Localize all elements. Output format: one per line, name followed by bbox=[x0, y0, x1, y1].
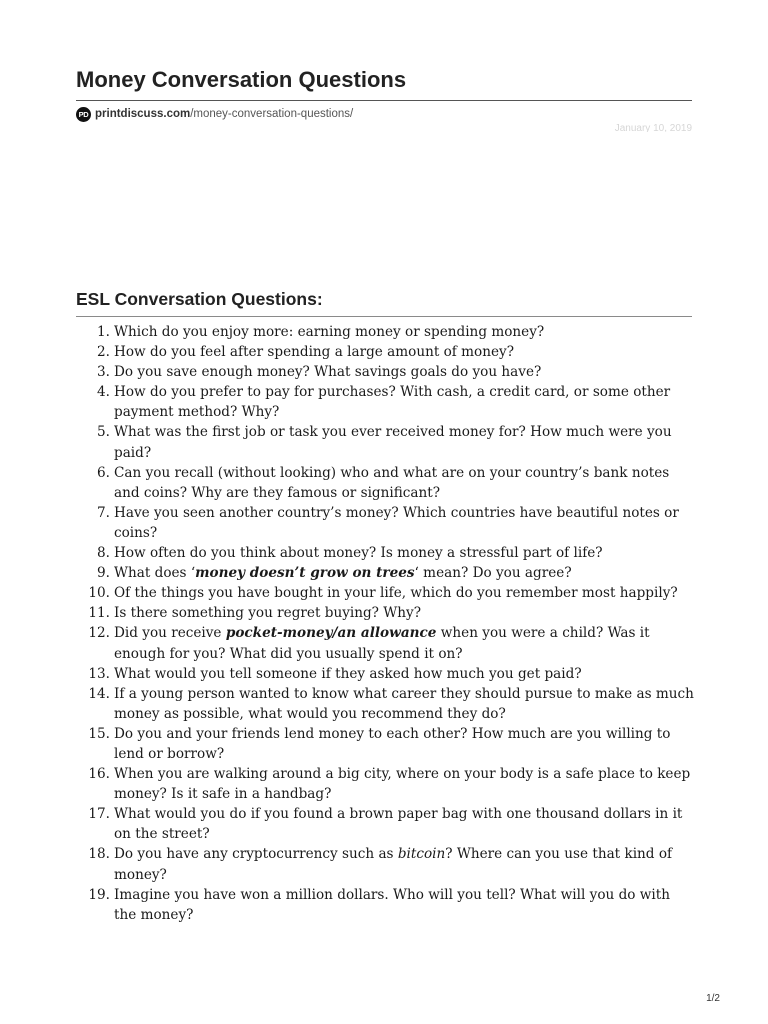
question-text bbox=[114, 686, 694, 722]
source-path[interactable]: /money-conversation-questions/ bbox=[190, 108, 354, 120]
question-text-segment: Did you receive bbox=[114, 625, 226, 642]
section-heading: ESL Conversation Questions: bbox=[76, 289, 323, 309]
printdiscuss-logo-icon: PD bbox=[76, 107, 91, 122]
question-text bbox=[114, 344, 514, 360]
question-text bbox=[114, 324, 544, 340]
page-number: 1/2 bbox=[706, 993, 720, 1004]
question-number: 11. bbox=[88, 605, 110, 622]
question-list bbox=[76, 322, 696, 925]
question-text bbox=[114, 565, 572, 581]
question-number: 16. bbox=[88, 766, 110, 783]
question-text bbox=[114, 887, 670, 923]
question-item bbox=[76, 885, 696, 925]
source-link[interactable] bbox=[76, 105, 353, 123]
title-divider bbox=[76, 100, 692, 101]
question-number: 5. bbox=[97, 424, 110, 441]
question-item bbox=[76, 463, 696, 503]
question-number: 7. bbox=[97, 504, 110, 521]
question-item bbox=[76, 664, 696, 684]
question-item bbox=[76, 724, 696, 764]
question-text-segment: What would you do if you found a brown paper bag with one thousand dollars in it on the street? bbox=[114, 806, 683, 843]
question-number: 12. bbox=[88, 625, 110, 642]
question-item bbox=[76, 844, 696, 884]
question-text-segment: What was the first job or task you ever received money for? How much were you paid? bbox=[114, 424, 672, 461]
question-text-segment: Do you have any cryptocurrency such as bbox=[114, 846, 398, 863]
question-text bbox=[114, 625, 650, 661]
question-item bbox=[76, 382, 696, 422]
question-number: 8. bbox=[97, 545, 110, 562]
question-item bbox=[76, 623, 696, 663]
question-text bbox=[114, 364, 541, 380]
question-text bbox=[114, 505, 679, 541]
question-item bbox=[76, 342, 696, 362]
emphasized-phrase: pocket-money/an allowance bbox=[225, 625, 437, 642]
question-number: 6. bbox=[97, 464, 110, 481]
question-text bbox=[114, 605, 421, 621]
question-item bbox=[76, 362, 696, 382]
question-text-segment: when you were a child? Was it enough for you? What did you usually spend it on? bbox=[114, 625, 650, 662]
question-number: 1. bbox=[97, 324, 110, 340]
question-text bbox=[114, 424, 672, 460]
faded-date: January 10, 2019 bbox=[614, 124, 692, 132]
question-item bbox=[76, 322, 696, 342]
question-text-segment: Can you recall (without looking) who and what are on your country’s bank notes and coins? Why are they famous or significant? bbox=[114, 464, 670, 501]
question-text-segment: Do you save enough money? What savings goals do you have? bbox=[114, 364, 542, 381]
question-item bbox=[76, 804, 696, 844]
question-text bbox=[114, 666, 582, 682]
question-number: 18. bbox=[88, 846, 110, 863]
question-text-segment: ? Where can you use that kind of money? bbox=[114, 846, 673, 883]
question-item bbox=[76, 563, 696, 583]
question-number: 19. bbox=[88, 886, 110, 903]
source-domain[interactable]: printdiscuss.com bbox=[95, 108, 191, 120]
question-text-segment: Which do you enjoy more: earning money or spending money? bbox=[114, 324, 545, 340]
question-text-segment: Imagine you have won a million dollars. Who will you tell? What will you do with the money? bbox=[114, 886, 670, 923]
question-text-segment: Have you seen another country’s money? Which countries have beautiful notes or coins? bbox=[114, 504, 679, 541]
question-number: 2. bbox=[97, 344, 110, 361]
question-item bbox=[76, 422, 696, 462]
question-item bbox=[76, 543, 696, 563]
question-item bbox=[76, 503, 696, 543]
question-text bbox=[114, 806, 682, 842]
question-text bbox=[114, 465, 669, 501]
question-number: 4. bbox=[97, 384, 110, 401]
question-text bbox=[114, 766, 690, 802]
question-number: 9. bbox=[97, 565, 110, 582]
question-text bbox=[114, 585, 678, 601]
question-text-segment: When you are walking around a big city, where on your body is a safe place to keep money? Is it safe in a handbag? bbox=[114, 766, 691, 803]
question-text-segment: ‘ mean? Do you agree? bbox=[414, 565, 572, 582]
question-text bbox=[114, 384, 670, 420]
question-item bbox=[76, 764, 696, 804]
question-text bbox=[114, 545, 603, 561]
emphasized-phrase: money doesn’t grow on trees bbox=[195, 565, 415, 582]
question-text-segment: If a young person wanted to know what career they should pursue to make as much money as possible, what would you recommend they do? bbox=[114, 685, 694, 722]
question-text-segment: How do you prefer to pay for purchases? With cash, a credit card, or some other payment method? Why? bbox=[114, 384, 671, 421]
question-number: 3. bbox=[97, 364, 110, 381]
question-text-segment: Of the things you have bought in your life, which do you remember most happily? bbox=[114, 585, 678, 602]
question-text bbox=[114, 846, 672, 882]
section-divider bbox=[76, 316, 692, 317]
question-text bbox=[114, 726, 670, 762]
emphasized-word: bitcoin bbox=[397, 846, 446, 863]
question-number: 15. bbox=[88, 725, 110, 742]
question-text-segment: Is there something you regret buying? Why? bbox=[114, 605, 421, 622]
question-text-segment: What would you tell someone if they asked how much you get paid? bbox=[114, 665, 582, 682]
question-number: 13. bbox=[88, 665, 110, 682]
question-item bbox=[76, 603, 696, 623]
question-number: 10. bbox=[88, 585, 110, 602]
question-number: 17. bbox=[88, 806, 110, 823]
question-number: 14. bbox=[88, 685, 110, 702]
question-text-segment: Do you and your friends lend money to each other? How much are you willing to lend or borrow? bbox=[114, 725, 671, 762]
question-text-segment: How do you feel after spending a large amount of money? bbox=[114, 344, 514, 361]
question-item bbox=[76, 583, 696, 603]
question-text-segment: How often do you think about money? Is money a stressful part of life? bbox=[114, 545, 603, 562]
question-item bbox=[76, 684, 696, 724]
page-title: Money Conversation Questions bbox=[76, 67, 407, 92]
question-text-segment: What does ‘ bbox=[114, 565, 196, 582]
